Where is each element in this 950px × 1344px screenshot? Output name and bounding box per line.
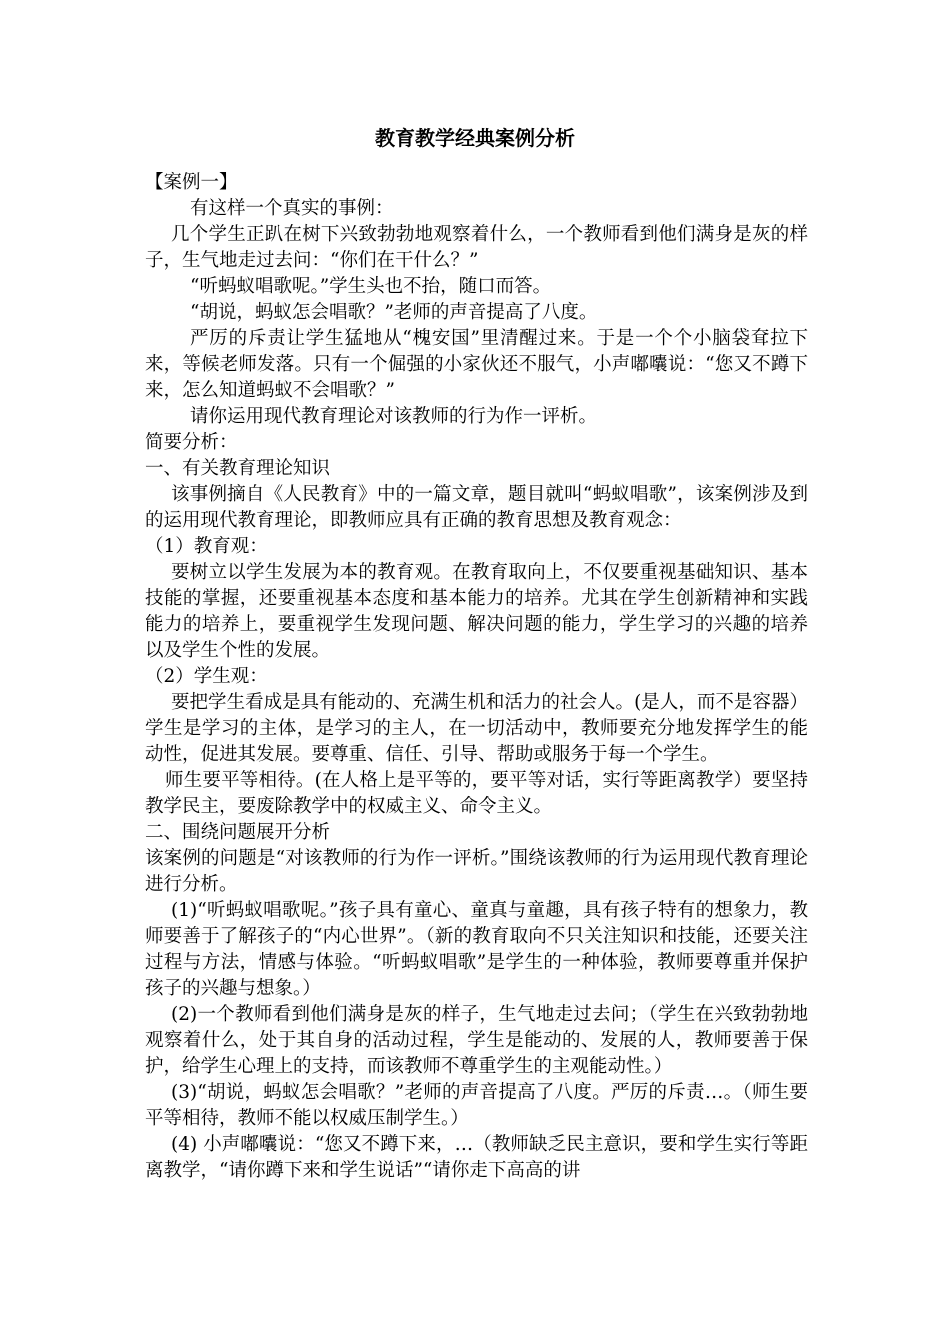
paragraph: 简要分析： [145,432,238,453]
paragraph: “胡说，蚂蚁怎会唱歌？”老师的声音提高了八度。 [190,302,598,323]
paragraph: 一、有关教育理论知识 [145,458,331,479]
document-title: 教育教学经典案例分析 [375,126,575,150]
paragraph: （2）学生观： [145,666,268,687]
paragraph: 有这样一个真实的事例： [190,198,394,219]
paragraph: “听蚂蚁唱歌呢。”学生头也不抬，随口而答。 [190,276,552,297]
paragraph: (3)“胡说，蚂蚁怎会唱歌？”老师的声音提高了八度。严厉的斥责…。（师生要平等相待，教师不能以权威压制学生。） [145,1082,808,1129]
paragraph: 要把学生看成是具有能动的、充满生机和活力的社会人。(是人，而不是容器）学生是学习的主体，是学习的主人，在一切活动中，教师要充分地发挥学生的能动性，促进其发展。要尊重、信任、引导、帮助或服务于每一个学生。 [145,692,808,765]
paragraph: 该案例的问题是“对该教师的行为作一评析。”围绕该教师的行为运用现代教育理论进行分析。 [145,848,808,895]
paragraph: 师生要平等相待。(在人格上是平等的，要平等对话，实行等距离教学）要坚持教学民主，要废除教学中的权威主义、命令主义。 [145,770,808,817]
paragraph: 严厉的斥责让学生猛地从“槐安国”里清醒过来。于是一个个小脑袋耷拉下来，等候老师发落。只有一个倔强的小家伙还不服气，小声嘟囔说：“您又不蹲下来，怎么知道蚂蚁不会唱歌？” [145,328,808,401]
paragraph: (2)一个教师看到他们满身是灰的样子，生气地走过去问；（学生在兴致勃勃地观察着什么，处于其自身的活动过程，学生是能动的、发展的人，教师要善于保护，给学生心理上的支持，而该教师不尊重学生的主观能动性。） [145,1004,808,1077]
paragraph: (1)“听蚂蚁唱歌呢。”孩子具有童心、童真与童趣，具有孩子特有的想象力，教师要善于了解孩子的“内心世界”。（新的教育取向不只关注知识和技能，还要关注过程与方法，情感与体验。“听蚂蚁唱歌”是学生的一种体验，教师要尊重并保护孩子的兴趣与想象。） [145,900,808,999]
paragraph: （1）教育观： [145,536,268,557]
paragraph: 几个学生正趴在树下兴致勃勃地观察着什么，一个教师看到他们满身是灰的样子，生气地走过去问：“你们在干什么？” [145,224,808,271]
paragraph: 【案例一】 [145,172,238,193]
paragraph: 请你运用现代教育理论对该教师的行为作一评析。 [190,406,598,427]
paragraph: (4) 小声嘟囔说：“您又不蹲下来，…（教师缺乏民主意识，要和学生实行等距离教学，“请你蹲下来和学生说话”“请你走下高高的讲 [145,1134,808,1181]
document-body [145,170,808,1184]
paragraph: 要树立以学生发展为本的教育观。在教育取向上，不仅要重视基础知识、基本技能的掌握，还要重视基本态度和基本能力的培养。尤其在学生创新精神和实践能力的培养上，要重视学生发现问题、解决问题的能力，学生学习的兴趣的培养以及学生个性的发展。 [145,562,808,661]
paragraph: 二、围绕问题展开分析 [145,822,331,843]
paragraph: 该事例摘自《人民教育》中的一篇文章，题目就叫“蚂蚁唱歌”，该案例涉及到的运用现代教育理论，即教师应具有正确的教育思想及教育观念： [145,484,808,531]
